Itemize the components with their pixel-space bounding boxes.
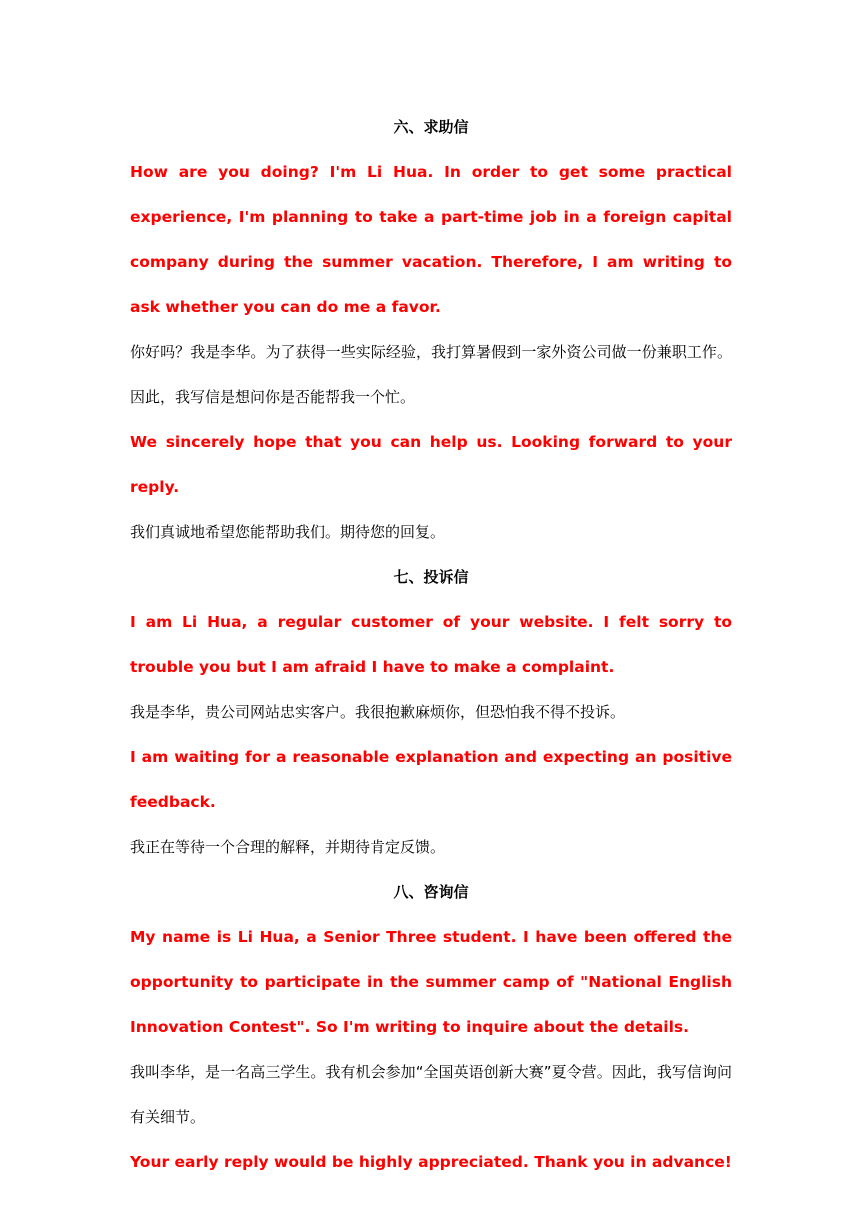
english-paragraph: We sincerely hope that you can help us. Looking forward to your reply. <box>130 433 732 496</box>
section-inquiry-letter <box>130 870 732 1185</box>
section-heading: 六、求助信 <box>393 118 469 136</box>
english-paragraph: I am waiting for a reasonable explanation and expecting an positive feedback. <box>130 748 732 811</box>
chinese-paragraph: 我正在等待一个合理的解释，并期待肯定反馈。 <box>130 838 446 856</box>
section-help-letter <box>130 105 732 555</box>
english-paragraph: My name is Li Hua, a Senior Three student. I have been offered the opportunity to participate in the summer camp of "National English Innovation Contest". So I'm writing to inquire about the details. <box>130 928 732 1036</box>
section-complaint-letter <box>130 555 732 870</box>
chinese-paragraph: 你好吗？我是李华。为了获得一些实际经验，我打算暑假到一家外资公司做一份兼职工作。因此，我写信是想问你是否能帮我一个忙。 <box>130 343 732 406</box>
chinese-paragraph: 我是李华，贵公司网站忠实客户。我很抱歉麻烦你，但恐怕我不得不投诉。 <box>130 703 626 721</box>
chinese-paragraph: 我叫李华，是一名高三学生。我有机会参加“全国英语创新大赛”夏令营。因此，我写信询问有关细节。 <box>130 1063 732 1126</box>
english-paragraph: Your early reply would be highly appreciated. Thank you in advance! <box>130 1153 732 1171</box>
section-heading: 八、咨询信 <box>393 883 469 901</box>
english-paragraph: I am Li Hua, a regular customer of your website. I felt sorry to trouble you but I am afraid I have to make a complaint. <box>130 613 732 676</box>
section-heading: 七、投诉信 <box>393 568 469 586</box>
document-page <box>130 105 732 1185</box>
chinese-paragraph: 我们真诚地希望您能帮助我们。期待您的回复。 <box>130 523 446 541</box>
english-paragraph: How are you doing? I'm Li Hua. In order to get some practical experience, I'm planning to take a part-time job in a foreign capital company during the summer vacation. Therefore, I am writing to ask whether you can do me a favor. <box>130 163 732 316</box>
